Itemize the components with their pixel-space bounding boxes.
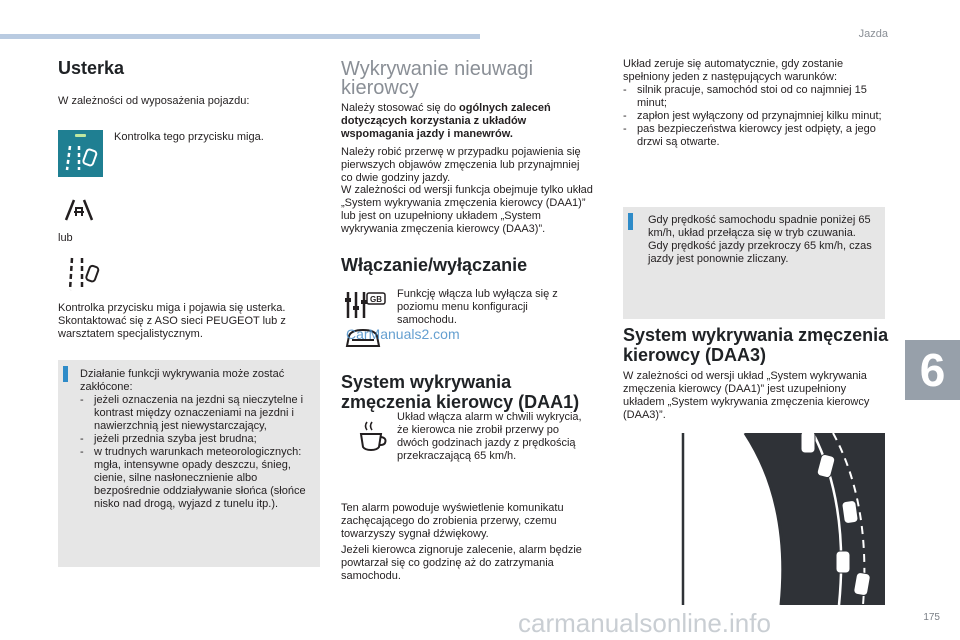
info-marker: [628, 213, 633, 230]
daa3-title: System wykrywania zmęczenia kierowcy (DAA3): [623, 325, 889, 365]
reset-list: [623, 84, 885, 149]
note-item: - jeżeli oznaczenia na jezdni są nieczytelne i kontrast między oznaczeniami na jezdni i nawierzchnią jest niewystarczający,: [80, 394, 312, 433]
wlaczanie-title: Włączanie/wyłączanie: [341, 255, 528, 275]
info-marker: [63, 366, 68, 382]
watermark-carmanualsonline: carmanualsonline.info: [518, 608, 771, 638]
note-speed-1: Gdy prędkość samochodu spadnie poniżej 65 km/h, układ przełącza się w tryb czuwania.: [648, 214, 871, 239]
daa1-text: Układ włącza alarm w chwili wykrycia, że kierowca nie zrobił przerwy po dwóch godzinach jazdy z prędkością przekraczającą 65 km/h.: [397, 411, 582, 462]
header-accent-bar: [0, 34, 480, 39]
usterka-intro: W zależności od wyposażenia pojazdu:: [58, 95, 250, 107]
daa3-text: W zależności od wersji układ „System wykrywania zmęczenia kierowcy (DAA1)” jest uzupełniony układem „System wykrywania zmęczenia kierowcy (DAA3)”.: [623, 370, 870, 421]
daa1-p1: Ten alarm powoduje wyświetlenie komunikatu zachęcającego do zrobienia przerwy, czemu towarzyszy sygnał dźwiękowy.: [341, 502, 564, 540]
road-illustration: [623, 433, 885, 605]
button-blinking-icon: [58, 130, 103, 177]
section-title-wykrywanie: Wykrywanie nieuwagi kierowcy: [341, 58, 534, 99]
settings-menu-icon: [343, 290, 387, 355]
note-intro: Działanie funkcji wykrywania może zostać zakłócone:: [80, 368, 285, 393]
reset-item: - silnik pracuje, samochód stoi od co najmniej 15 minut;: [623, 84, 885, 110]
reset-item: - pas bezpieczeństwa kierowcy jest odpięty, a jego drzwi są otwarte.: [623, 123, 885, 149]
wlaczanie-text: Funkcję włącza lub wyłącza się z poziomu menu konfiguracji samochodu.: [397, 288, 558, 326]
watermark-carmanuals2: CarManuals2.com: [346, 326, 460, 342]
fault-text: Kontrolka przycisku miga i pojawia się usterka. Skontaktować się z ASO sieci PEUGEOT lub z warsztatem specjalistycznym.: [58, 302, 286, 340]
wykrywanie-p2: Należy robić przerwę w przypadku pojawienia się pierwszych objawów zmęczenia lub przynajmniej co dwie godziny jazdy.: [341, 146, 581, 184]
lane-assist-icon: [66, 256, 100, 297]
note-speed-2: Gdy prędkość jazdy przekroczy 65 km/h, czas jazdy jest ponownie zliczany.: [648, 240, 872, 265]
page-number: 175: [923, 612, 940, 623]
or-label: lub: [58, 232, 73, 244]
wykrywanie-p3: W zależności od wersji funkcja obejmuje tylko układ „System wykrywania zmęczenia kierowcy (DAA1)” lub jest on uzupełniony układem „System wykrywania zmęczenia kierowcy (DAA3)”.: [341, 184, 593, 235]
note-box-speed: [623, 207, 885, 319]
reset-item: - zapłon jest wyłączony od przynajmniej kilku minut;: [623, 110, 885, 123]
running-header: Jazda: [858, 28, 888, 40]
wykrywanie-p1: Należy stosować się do ogólnych zaleceń dotyczących korzystania z układów wspomagania jazdy i manewrów.: [341, 102, 551, 140]
note-item: - jeżeli przednia szyba jest brudna;: [80, 433, 312, 446]
usterka-title: Usterka: [58, 58, 125, 78]
lane-warning-icon: [62, 196, 96, 227]
chapter-tab: 6: [905, 340, 960, 400]
blink-text: Kontrolka tego przycisku miga.: [114, 131, 264, 143]
coffee-cup-icon: [357, 420, 389, 457]
daa1-p2: Jeżeli kierowca zignoruje zalecenie, alarm będzie powtarzał się co godzinę aż do zatrzymania samochodu.: [341, 544, 582, 582]
note-box-conditions: [58, 360, 320, 567]
note-item: - w trudnych warunkach meteorologicznych: mgła, intensywne opady deszczu, śnieg, cienie, silne nasłonecznienie albo bezpośrednie oddziaływanie słońca (słońce nisko nad drogą, wyjazd z tunelu itp.).: [80, 446, 312, 511]
daa1-title: System wykrywania zmęczenia kierowcy (DAA1): [341, 372, 580, 412]
reset-intro: Układ zeruje się automatycznie, gdy zostanie spełniony jeden z następujących warunków:: [623, 58, 844, 83]
settings-language-label: GB: [370, 295, 382, 304]
